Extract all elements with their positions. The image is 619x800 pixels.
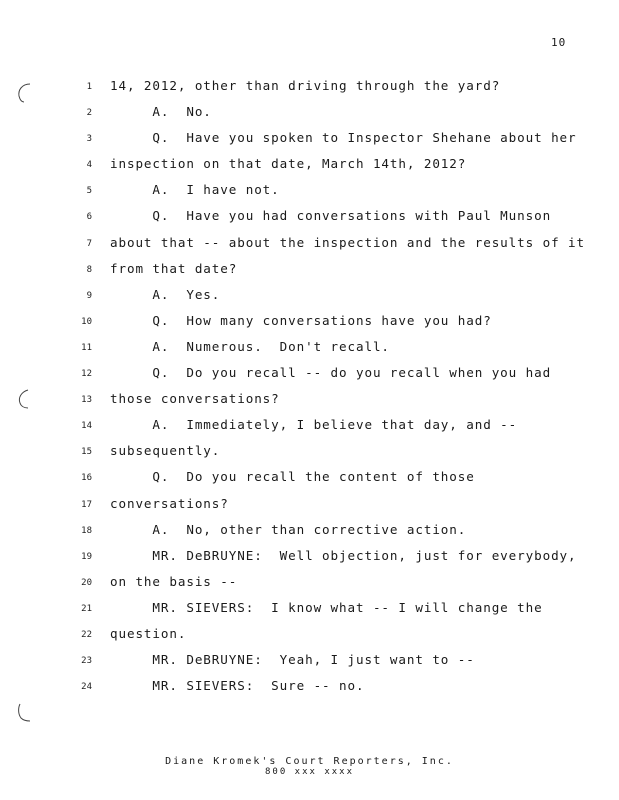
- transcript-line: [70, 208, 590, 234]
- transcript-line: [70, 156, 590, 182]
- line-text: Q. Have you spoken to Inspector Shehane about her: [110, 130, 577, 146]
- transcript-line: [70, 130, 590, 156]
- hole-punch-mark: [12, 386, 38, 412]
- line-number: 5: [86, 186, 92, 197]
- transcript-line: [70, 417, 590, 443]
- line-text: about that -- about the inspection and the results of it: [110, 234, 585, 250]
- line-text: Q. Do you recall -- do you recall when you had: [110, 365, 552, 381]
- line-text: conversations?: [110, 495, 229, 511]
- transcript-line: [70, 600, 590, 626]
- line-text: MR. DeBRUYNE: Yeah, I just want to --: [110, 652, 475, 668]
- line-number: 16: [81, 473, 92, 484]
- line-text: those conversations?: [110, 391, 280, 407]
- transcript-line: [70, 469, 590, 495]
- transcript-line: [70, 235, 590, 261]
- line-text: MR. SIEVERS: I know what -- I will change the: [110, 599, 543, 615]
- line-number: 1: [86, 82, 92, 92]
- transcript-line: [70, 522, 590, 548]
- line-number: 3: [86, 134, 92, 145]
- line-text: MR. DeBRUYNE: Well objection, just for everybody,: [110, 547, 577, 563]
- page-number: 10: [551, 36, 567, 49]
- line-text: 14, 2012, other than driving through the yard?: [110, 78, 501, 93]
- line-number: 2: [86, 108, 92, 119]
- transcript-body: [70, 78, 590, 704]
- line-text: question.: [110, 625, 187, 641]
- transcript-line: [70, 104, 590, 130]
- line-number: 23: [81, 656, 92, 667]
- line-number: 17: [81, 499, 92, 510]
- line-number: 12: [81, 369, 92, 380]
- transcript-line: [70, 182, 590, 208]
- line-number: 21: [81, 603, 92, 614]
- transcript-line: [70, 365, 590, 391]
- line-text: on the basis --: [110, 573, 238, 589]
- transcript-line: [70, 78, 590, 104]
- line-text: MR. SIEVERS: Sure -- no.: [110, 678, 365, 694]
- line-number: 11: [81, 342, 92, 353]
- line-number: 15: [81, 447, 92, 458]
- transcript-line: [70, 626, 590, 652]
- footer-reporter: Diane Kromek's Court Reporters, Inc.: [165, 756, 454, 767]
- line-number: 19: [81, 551, 92, 562]
- transcript-line: [70, 391, 590, 417]
- footer-phone: 800 xxx xxxx: [264, 767, 355, 777]
- line-number: 18: [81, 525, 92, 536]
- hole-punch-mark: [12, 700, 38, 726]
- transcript-line: [70, 261, 590, 287]
- line-number: 22: [81, 629, 92, 640]
- line-number: 10: [81, 316, 92, 327]
- line-text: A. No, other than corrective action.: [110, 521, 467, 537]
- line-text: A. I have not.: [110, 182, 280, 198]
- transcript-line: [70, 548, 590, 574]
- transcript-line: [70, 443, 590, 469]
- line-text: A. Yes.: [110, 286, 221, 302]
- transcript-line: [70, 339, 590, 365]
- line-text: subsequently.: [110, 443, 221, 459]
- line-number: 9: [86, 290, 92, 301]
- line-number: 8: [86, 264, 92, 275]
- line-text: from that date?: [110, 260, 238, 276]
- transcript-line: [70, 496, 590, 522]
- line-number: 14: [81, 421, 92, 432]
- hole-punch-mark: [12, 80, 38, 106]
- line-number: 24: [81, 682, 92, 693]
- line-text: A. Numerous. Don't recall.: [110, 338, 390, 354]
- line-number: 6: [86, 212, 92, 223]
- line-number: 20: [81, 577, 92, 588]
- transcript-line: [70, 574, 590, 600]
- line-text: Q. Have you had conversations with Paul Munson: [110, 208, 552, 224]
- transcript-line: [70, 287, 590, 313]
- line-text: A. No.: [110, 104, 212, 120]
- line-text: Q. Do you recall the content of those: [110, 469, 475, 485]
- transcript-line: [70, 652, 590, 678]
- transcript-line: [70, 678, 590, 704]
- line-number: 13: [81, 395, 92, 406]
- line-text: inspection on that date, March 14th, 2012?: [110, 156, 467, 172]
- line-number: 7: [86, 238, 92, 249]
- transcript-line: [70, 313, 590, 339]
- line-text: A. Immediately, I believe that day, and --: [110, 417, 518, 433]
- line-number: 4: [86, 160, 92, 171]
- line-text: Q. How many conversations have you had?: [110, 312, 492, 328]
